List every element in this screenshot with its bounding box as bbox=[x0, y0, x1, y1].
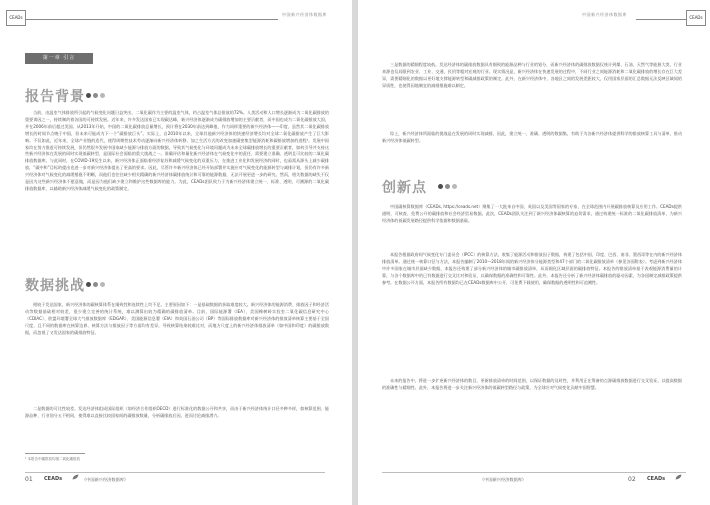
header-rule bbox=[636, 19, 686, 20]
challenge-paragraph-2: 二是数据的可比性较差。发达经济体组成国际组织（如经济合作组织OECD）进行标准化的数据公开和共享，而由于新兴经济体统计口径多种多样，如核算范围、能源品种、行业划分五不相同，使得难以直接比较国家间的碳排放数量，分析碳排放后因，进而讨论减排潜力。 bbox=[25, 406, 329, 418]
footnote-rule bbox=[25, 453, 85, 454]
section-dots bbox=[86, 93, 105, 98]
chapter-label: 第一章 引言 bbox=[25, 53, 93, 64]
dot-icon bbox=[86, 282, 91, 287]
innovation-paragraph-3: 未来的报告中，将进一步扩充新兴经济体的数目，更新排放清单的时间范围，以保证数据的及时性，并利用正在筹备的点源碳排放数据进行交叉验证，以提高数据的准确性与精细性。此外，本报告将进一步关注新兴经济体的低碳转型路径与政策，为全球应对气候变化贡献中国智慧。 bbox=[382, 378, 682, 390]
footer-title: 《中国新兴经济数据库》 bbox=[480, 477, 527, 482]
dot-icon bbox=[445, 184, 450, 189]
header-title: 中国新兴经济体数据库 bbox=[582, 12, 627, 17]
dot-icon bbox=[452, 184, 457, 189]
section-dots bbox=[438, 184, 457, 189]
innovation-paragraph-1: 中国碳核算数据库（CEADs, https://ceads.net）聚集了一大批来自中国、英国以及美国等国家的专家，在全球范围内开展碳排放核算及应用工作。CEADs提供通明、可核查、免费公开的碳排放和社会经济贸易数据。此次，CEADs团队关注到了新兴经济体碳核算的迫切需求，通过构建统一标准的二氧化碳排放清单，为新兴经济体的低碳发展路径提供科学依据和数据基础。 bbox=[382, 204, 682, 223]
background-paragraph: 当前，由温室气体排放所引起的气候变化问题日益突出，二氧化碳作为主要的温室气体，约占温室气体总排放的72%。人类活动和人口增长逐渐成为二氧化碳排放的重要诱因之一，持续制约着各国的可持续发展。近年来，许多发达国家已实现碳达峰，新兴经济体逐渐成为碳排放增加的主要贡献者，而中国也成为二氧化碳排放大国，并在2006年前后超过美国。从2013年开始，中国的二氧化碳排放总量增长，预计将在2030年前达到峰值，作为同样重要的新兴经济体——印度，虽然其二氧化碳排放增长的时间节点晚于中国，但未来可能成为下一个“碳排放巨头”。实际上，自2010年以来，全球其他新兴经济体的快速经济增长均对全球二氧化碳排放产生了巨大影响。不仅如此，近年来，全球产业链的迭代，使得周期性技术劳动逐渐向新兴经济体转移，加之生活方式的改变加速碳密集型能源消耗和碳排放增加的进程¹。发展中国家均在努力推进可持续发展，但仍然很多发展中国家缺少能源与排放方面的数据，导致其气候变化与环境问题成为未来全球碳排放增长的重要贡献者，如何引导并支持这些新兴经济体在发展的同时实现低碳转型，是国际社会面临的重大挑战之一。准确评估和量化新兴经济体在气候变化中的责任，需要建立准确、透明且可比较的二氧化碳排放数据库。与此同时，在COVID-19发生以来，新兴经济体正面临着经济复苏和减缓气候变化的双重压力，在推进工业化和发展经济的同时，也亟需从源头上减少碳排放，“碳中和”目标的提出也进一步对新兴经济体提出了更高的要求。因此，尽管许多新兴经济体已经开始部署并实施应对气候变化的能源转型与减排计划，但仍有许多新兴经济体对气候变化的减缓措施不明晰，而他们也往往缺少相关精确的新兴经济体碳排放统计和可靠的能源数据，无法开展更进一步的研究。然而，相关数据的缺失不仅是因为这些新兴经济体不愿意做，而是因为他们缺少建立和维护这些数据库的能力。为此，CEADs团队致力于为新兴经济体建立统一、标准、透明、可溯源的二氧化碳排放数据库，以辅助新兴经济体减缓气候变化的政策制定。 bbox=[25, 110, 329, 191]
footer-rule bbox=[25, 472, 325, 473]
footer-brand: CEADs bbox=[44, 476, 63, 482]
header-rule bbox=[26, 19, 278, 20]
footer-brand: CEADs bbox=[647, 476, 666, 482]
intro-paragraph-1: 三是数据的精细程度较低。发达经济体的碳排放数据具有细致的能源品种与行业的划分，而新兴经济体的碳排放数据仅统计到煤、石油、天然气等能源大类，行业来源也仅局限到农业、工业、交通、民用等粗对宏观的行业。现实情况是，新兴经济体在快速发展的过程中，不同行业之间能源消耗和二氧化碳排放的增长存在巨大差异，需要精细化的数据以更好地支撑能源转型和碳减排政策的制定。此外，在新兴经济体中，各地区之间的发展差距较大，仅用国家层面的汇总数据无法反映区域间的异质性，也使得因地制宜的减排措施难以制定。 bbox=[382, 62, 682, 88]
section-title-innovation: 创新点 bbox=[382, 180, 427, 196]
ceads-logo: CEADs bbox=[6, 10, 26, 26]
page-number: 02 bbox=[628, 476, 636, 483]
challenge-paragraph-1: 相较于发达国家，新兴经济体的碳核算体系在细致性和连续性上均不足。主要原因如下：一是基础数据的获取难度较大。新兴经济体的能源消费、排放因子和经济活动等数据基础相对较差，很少建立完善的统计系统，难以测算出较为精确的碳排放清单。目前，国际能源署（IEA）、美国橡树岭实验室二氧化碳信息研究中心（CDIAC）、欧盟环境署全球大气排放数据库（EDGAR）、美国能源信息署（EIA）和英国石油公司（BP）等国际排放数据库对新兴经济体的排放清单核算主要基于全国尺度，且不同的数据库在核算边界、核算方法与排放因子等方面均有差异，导致核算结果较难比对，而地方尺度上的新兴经济体排放清单（如中国和印度）的碳排放数据，而忽视了又发达国家的碳排放特征。 bbox=[25, 302, 329, 335]
footer-rule bbox=[382, 472, 686, 473]
dot-icon bbox=[86, 93, 91, 98]
footer-title: 《中国新兴经济数据库》 bbox=[82, 477, 129, 482]
leaf-icon bbox=[72, 474, 79, 480]
innovation-paragraph-2: 本报告根据政府间气候变化专门委员会（IPCC）的核算方法，收集了能源活动和排放因子数据，构建了包括中国、印度、巴西、南非、墨西哥等在内的新兴经济体排放清单。通过统一核算口径与方法，本报告编制了2010—2018年间的新兴经济体分能源类型和47个部门的二氧化碳排放清单（参见各国附表）。考虑到新兴经济体中许多国家在城市层面缺少数据，本报告还构建了部分新兴经济体的城市碳排放清单，从而细化区域层面的碳排放特征。本报告的排放清单基于表观能源消费量的计算，与各个数据库中的已有数据进行交叉比对和验证，以确保数据的准确性和可靠性。此外，本报告还分析了新兴经济体碳排放的驱动因素，为各国制定减排政策提供参考。在数据公开方面，本报告所有数据均已在CEADs数据库中公开，可免费下载使用，确保数据的透明性和可追溯性。 bbox=[382, 252, 682, 285]
ceads-logo: CEADs bbox=[686, 10, 706, 26]
leaf-icon bbox=[675, 474, 682, 480]
page-number: 01 bbox=[25, 476, 33, 483]
dot-icon bbox=[93, 93, 98, 98]
left-page bbox=[0, 0, 352, 505]
footnote: ¹ 本报告中碳排放均指二氧化碳排放 bbox=[25, 457, 81, 461]
section-dots bbox=[86, 282, 105, 287]
dot-icon bbox=[438, 184, 443, 189]
section-title-background: 报告背景 bbox=[25, 89, 85, 105]
right-page bbox=[358, 0, 710, 505]
intro-paragraph-2: 综上，新兴经济体所面临的挑战是在发展的同时实现减排，因此，建立统一、准确、透明的数据集，有助于为各新兴经济体提供科学的排放核算工具与清单，推动新兴经济体低碳转型。 bbox=[382, 131, 682, 143]
dot-icon bbox=[100, 93, 105, 98]
dot-icon bbox=[100, 282, 105, 287]
header-title: 中国新兴经济体数据库 bbox=[282, 12, 327, 17]
dot-icon bbox=[93, 282, 98, 287]
section-title-challenge: 数据挑战 bbox=[25, 278, 85, 294]
